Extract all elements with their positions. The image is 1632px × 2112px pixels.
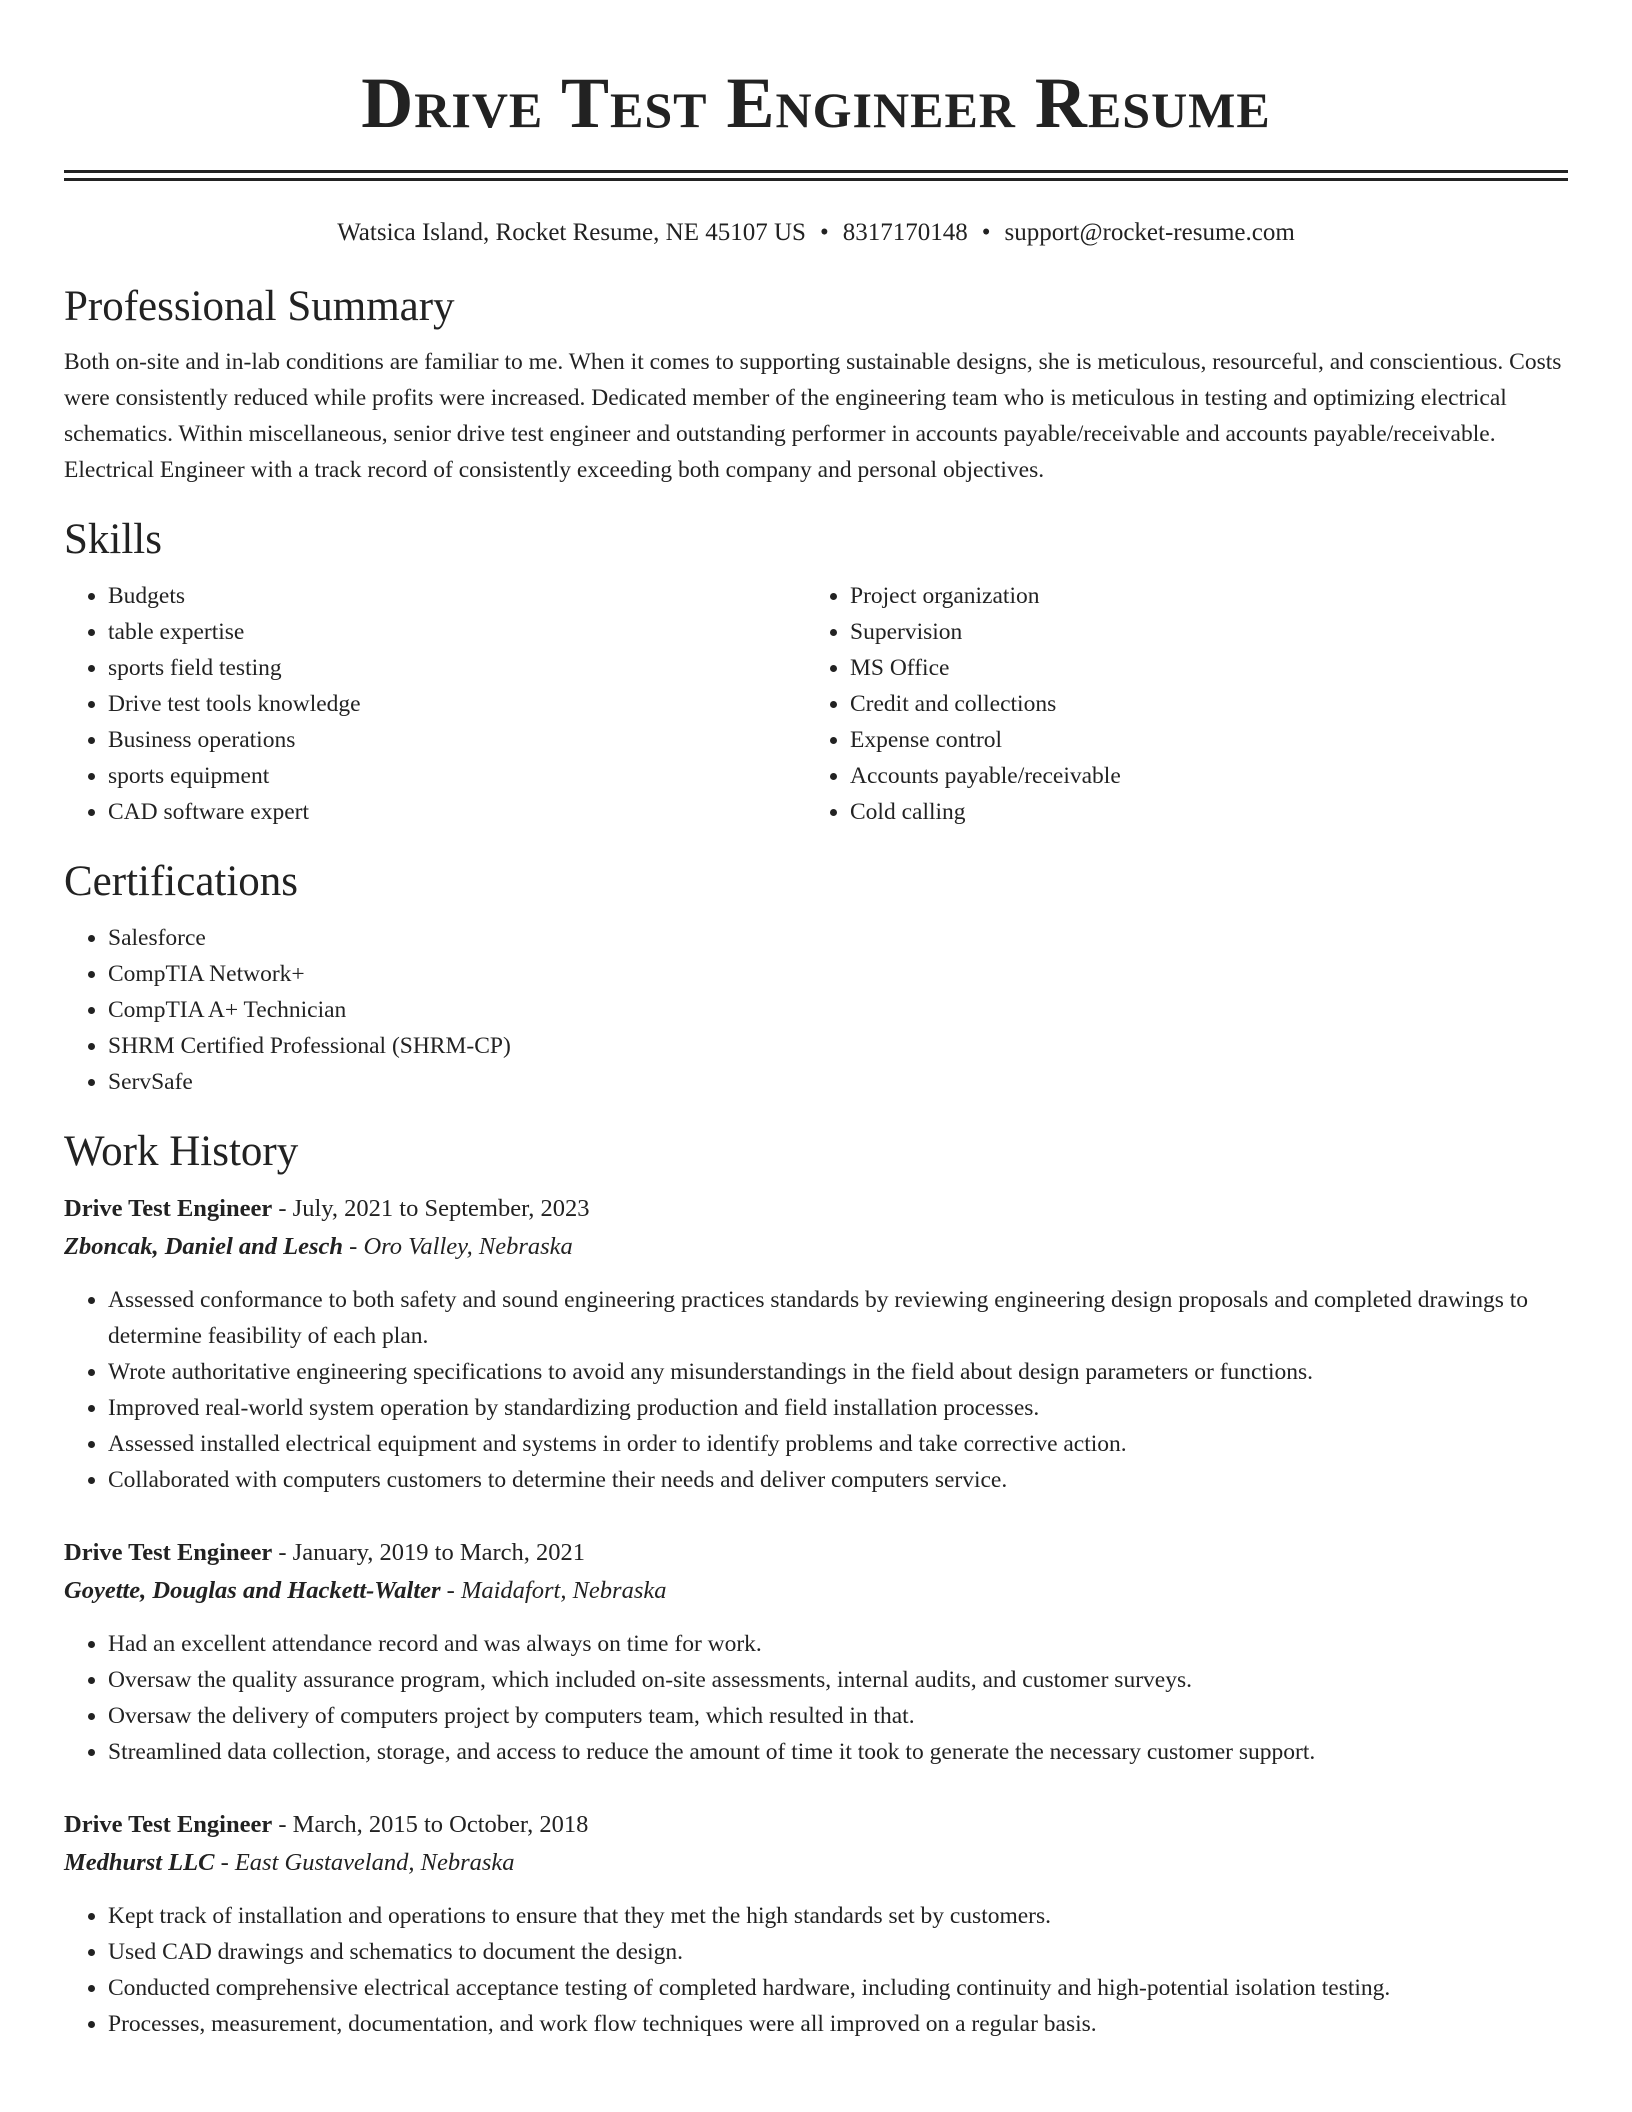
certification-item: • SHRM Certified Professional (SHRM-CP): [108, 1028, 1568, 1064]
job-entry: [64, 1806, 1568, 2042]
job-company-line: [64, 1572, 1568, 1610]
job-bullet: • Used CAD drawings and schematics to document the design.: [108, 1934, 1568, 1970]
job-title: Drive Test Engineer: [64, 1811, 273, 1838]
job-company: Medhurst LLC: [64, 1849, 215, 1876]
skill-item: • Drive test tools knowledge: [108, 686, 806, 722]
job-company: Goyette, Douglas and Hackett-Walter: [64, 1577, 441, 1604]
skill-item: • CAD software expert: [108, 794, 806, 830]
skill-item: • Supervision: [850, 614, 1548, 650]
certification-item: • CompTIA A+ Technician: [108, 992, 1568, 1028]
job-bullet: • Oversaw the delivery of computers project by computers team, which resulted in that.: [108, 1698, 1568, 1734]
contact-phone: 8317170148: [842, 219, 968, 246]
skills-grid: [64, 578, 1568, 830]
skill-item: • Project organization: [850, 578, 1548, 614]
job-bullet: • Oversaw the quality assurance program, which included on-site assessments, internal audits, and customer surveys.: [108, 1662, 1568, 1698]
skill-item: • table expertise: [108, 614, 806, 650]
job-bullet: • Wrote authoritative engineering specifications to avoid any misunderstandings in the field about design parameters or functions.: [108, 1354, 1568, 1390]
job-bullet: • Processes, measurement, documentation, and work flow techniques were all improved on a regular basis.: [108, 2006, 1568, 2042]
job-location: - East Gustaveland, Nebraska: [220, 1849, 515, 1876]
job-title: Drive Test Engineer: [64, 1195, 273, 1222]
skill-item: • Accounts payable/receivable: [850, 758, 1548, 794]
contact-address: Watsica Island, Rocket Resume, NE 45107 US: [337, 219, 806, 246]
skill-item: • Credit and collections: [850, 686, 1548, 722]
job-location: - Oro Valley, Nebraska: [349, 1233, 573, 1260]
summary-heading: Professional Summary: [64, 283, 455, 330]
job-bullet: • Had an excellent attendance record and was always on time for work.: [108, 1626, 1568, 1662]
job-location: - Maidafort, Nebraska: [446, 1577, 667, 1604]
job-entry: [64, 1534, 1568, 1770]
contact-separator: •: [819, 219, 829, 246]
contact-email: support@rocket-resume.com: [1004, 219, 1295, 246]
job-title-line: [64, 1534, 1568, 1572]
certifications-heading: Certifications: [64, 858, 299, 905]
job-dates: - July, 2021 to September, 2023: [278, 1195, 590, 1222]
skills-column-left: [64, 578, 806, 830]
job-bullet: • Assessed conformance to both safety and sound engineering practices standards by reviewing engineering design proposals and completed drawings to determine feasibility of each plan.: [108, 1282, 1568, 1354]
skill-item: • sports equipment: [108, 758, 806, 794]
job-bullet-list: [64, 1282, 1568, 1498]
skills-heading: Skills: [64, 516, 162, 563]
job-entry: [64, 1190, 1568, 1498]
job-bullet: • Kept track of installation and operations to ensure that they met the high standards set by customers.: [108, 1898, 1568, 1934]
job-bullet: • Streamlined data collection, storage, and access to reduce the amount of time it took to generate the necessary customer support.: [108, 1734, 1568, 1770]
work-history-heading: Work History: [64, 1128, 299, 1175]
resume-title: Drive Test Engineer Resume: [361, 63, 1271, 143]
job-dates: - March, 2015 to October, 2018: [278, 1811, 589, 1838]
job-bullet: • Assessed installed electrical equipment and systems in order to identify problems and take corrective action.: [108, 1426, 1568, 1462]
job-title: Drive Test Engineer: [64, 1539, 273, 1566]
job-title-line: [64, 1190, 1568, 1228]
skill-item: • Budgets: [108, 578, 806, 614]
job-company-line: [64, 1228, 1568, 1266]
skill-item: • Business operations: [108, 722, 806, 758]
skill-item: • Cold calling: [850, 794, 1548, 830]
certification-item: • Salesforce: [108, 920, 1568, 956]
job-company-line: [64, 1844, 1568, 1882]
skill-item: • sports field testing: [108, 650, 806, 686]
certification-item: • ServSafe: [108, 1064, 1568, 1100]
skill-item: • MS Office: [850, 650, 1548, 686]
job-bullet: • Conducted comprehensive electrical acceptance testing of completed hardware, including continuity and high-potential isolation testing.: [108, 1970, 1568, 2006]
job-title-line: [64, 1806, 1568, 1844]
skills-list-left: [64, 578, 806, 830]
certifications-list: [64, 920, 1568, 1100]
skills-list-right: [806, 578, 1548, 830]
job-bullet-list: [64, 1898, 1568, 2042]
job-bullet: • Improved real-world system operation by standardizing production and field installation processes.: [108, 1390, 1568, 1426]
job-bullet: • Collaborated with computers customers to determine their needs and deliver computers service.: [108, 1462, 1568, 1498]
skills-column-right: [806, 578, 1548, 830]
skill-item: • Expense control: [850, 722, 1548, 758]
certification-item: • CompTIA Network+: [108, 956, 1568, 992]
job-bullet-list: [64, 1626, 1568, 1770]
summary-text: Both on-site and in-lab conditions are familiar to me. When it comes to supporting sustainable designs, she is meticulous, resourceful, and conscientious. Costs were consistently reduced while profits were increased. Dedicated member of the engineering team who is meticulous in testing and optimizing electrical schematics. Within miscellaneous, senior drive test engineer and outstanding performer in accounts payable/receivable and accounts payable/receivable. Electrical Engineer with a track record of consistently exceeding both company and personal objectives.: [64, 349, 1562, 483]
job-company: Zboncak, Daniel and Lesch: [64, 1233, 344, 1260]
contact-separator: •: [981, 219, 991, 246]
contact-line: [64, 215, 1568, 251]
title-double-rule: [64, 170, 1568, 181]
job-dates: - January, 2019 to March, 2021: [278, 1539, 586, 1566]
